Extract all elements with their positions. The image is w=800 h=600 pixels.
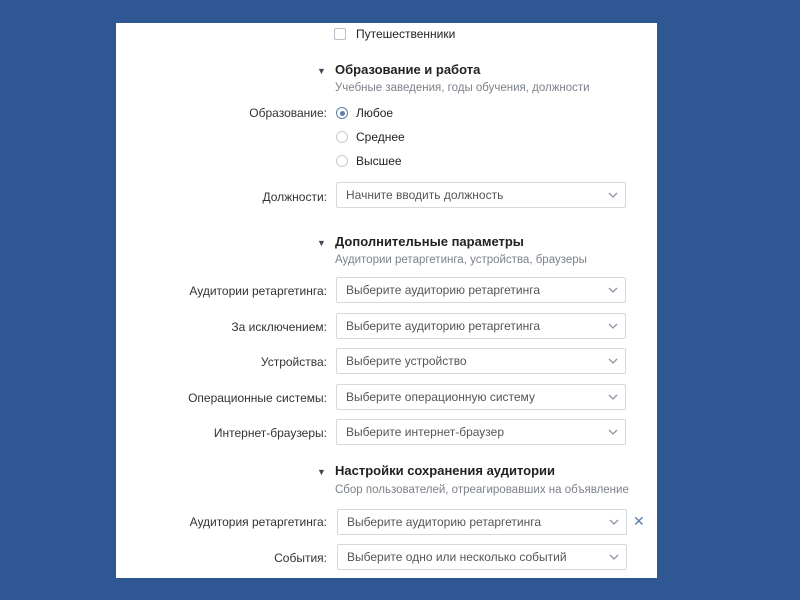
- retargeting-audiences-placeholder: Выберите аудиторию ретаргетинга: [346, 283, 541, 297]
- education-option-any[interactable]: [336, 106, 393, 120]
- exclusion-label: За исключением:: [231, 320, 327, 334]
- retargeting-audience-placeholder: Выберите аудиторию ретаргетинга: [347, 515, 542, 529]
- education-section-collapse-icon[interactable]: ▼: [317, 66, 326, 76]
- chevron-down-icon: [602, 510, 626, 534]
- radio-higher-label: Высшее: [356, 154, 402, 168]
- radio-secondary-label: Среднее: [356, 130, 405, 144]
- chevron-down-icon: [601, 278, 625, 302]
- retargeting-audience-label: Аудитория ретаргетинга:: [189, 515, 327, 529]
- targeting-panel: [116, 23, 657, 578]
- browsers-label: Интернет-браузеры:: [213, 426, 327, 440]
- exclusion-placeholder: Выберите аудиторию ретаргетинга: [346, 319, 541, 333]
- os-placeholder: Выберите операционную систему: [346, 390, 535, 404]
- education-section-title[interactable]: Образование и работа: [335, 62, 481, 77]
- os-label: Операционные системы:: [188, 391, 327, 405]
- additional-section-collapse-icon[interactable]: ▼: [317, 238, 326, 248]
- education-option-secondary[interactable]: [336, 130, 405, 144]
- events-placeholder: Выберите одно или несколько событий: [347, 550, 567, 564]
- audience-section-title[interactable]: Настройки сохранения аудитории: [335, 463, 556, 478]
- positions-label: Должности:: [262, 190, 327, 204]
- positions-select[interactable]: [336, 182, 626, 208]
- education-section-subtitle: Учебные заведения, годы обучения, должности: [335, 82, 590, 94]
- retargeting-audience-select[interactable]: [337, 509, 627, 535]
- chevron-down-icon: [601, 314, 625, 338]
- radio-any[interactable]: [336, 107, 348, 119]
- devices-select[interactable]: [336, 348, 626, 374]
- devices-placeholder: Выберите устройство: [346, 354, 467, 368]
- chevron-down-icon: [601, 420, 625, 444]
- events-label: События:: [274, 551, 327, 565]
- retargeting-audiences-select[interactable]: [336, 277, 626, 303]
- chevron-down-icon: [601, 349, 625, 373]
- os-select[interactable]: [336, 384, 626, 410]
- events-select[interactable]: [337, 544, 627, 570]
- travelers-checkbox[interactable]: [334, 28, 346, 40]
- additional-section-title[interactable]: Дополнительные параметры: [335, 234, 524, 249]
- audience-section-subtitle: Сбор пользователей, отреагировавших на объявление: [335, 484, 629, 496]
- close-icon[interactable]: ✕: [633, 513, 645, 529]
- radio-higher[interactable]: [336, 155, 348, 167]
- retargeting-audiences-label: Аудитории ретаргетинга:: [189, 284, 327, 298]
- positions-placeholder: Начните вводить должность: [346, 188, 504, 202]
- devices-label: Устройства:: [260, 355, 327, 369]
- chevron-down-icon: [602, 545, 626, 569]
- radio-any-label: Любое: [356, 106, 394, 120]
- travelers-checkbox-row[interactable]: [334, 27, 455, 41]
- travelers-label: Путешественники: [356, 27, 456, 41]
- browsers-select[interactable]: [336, 419, 626, 445]
- exclusion-select[interactable]: [336, 313, 626, 339]
- browsers-placeholder: Выберите интернет-браузер: [346, 425, 505, 439]
- additional-section-subtitle: Аудитории ретаргетинга, устройства, браузеры: [335, 254, 587, 266]
- audience-section-collapse-icon[interactable]: ▼: [317, 467, 326, 477]
- chevron-down-icon: [601, 183, 625, 207]
- education-option-higher[interactable]: [336, 154, 402, 168]
- chevron-down-icon: [601, 385, 625, 409]
- radio-secondary[interactable]: [336, 131, 348, 143]
- education-label: Образование:: [249, 106, 327, 120]
